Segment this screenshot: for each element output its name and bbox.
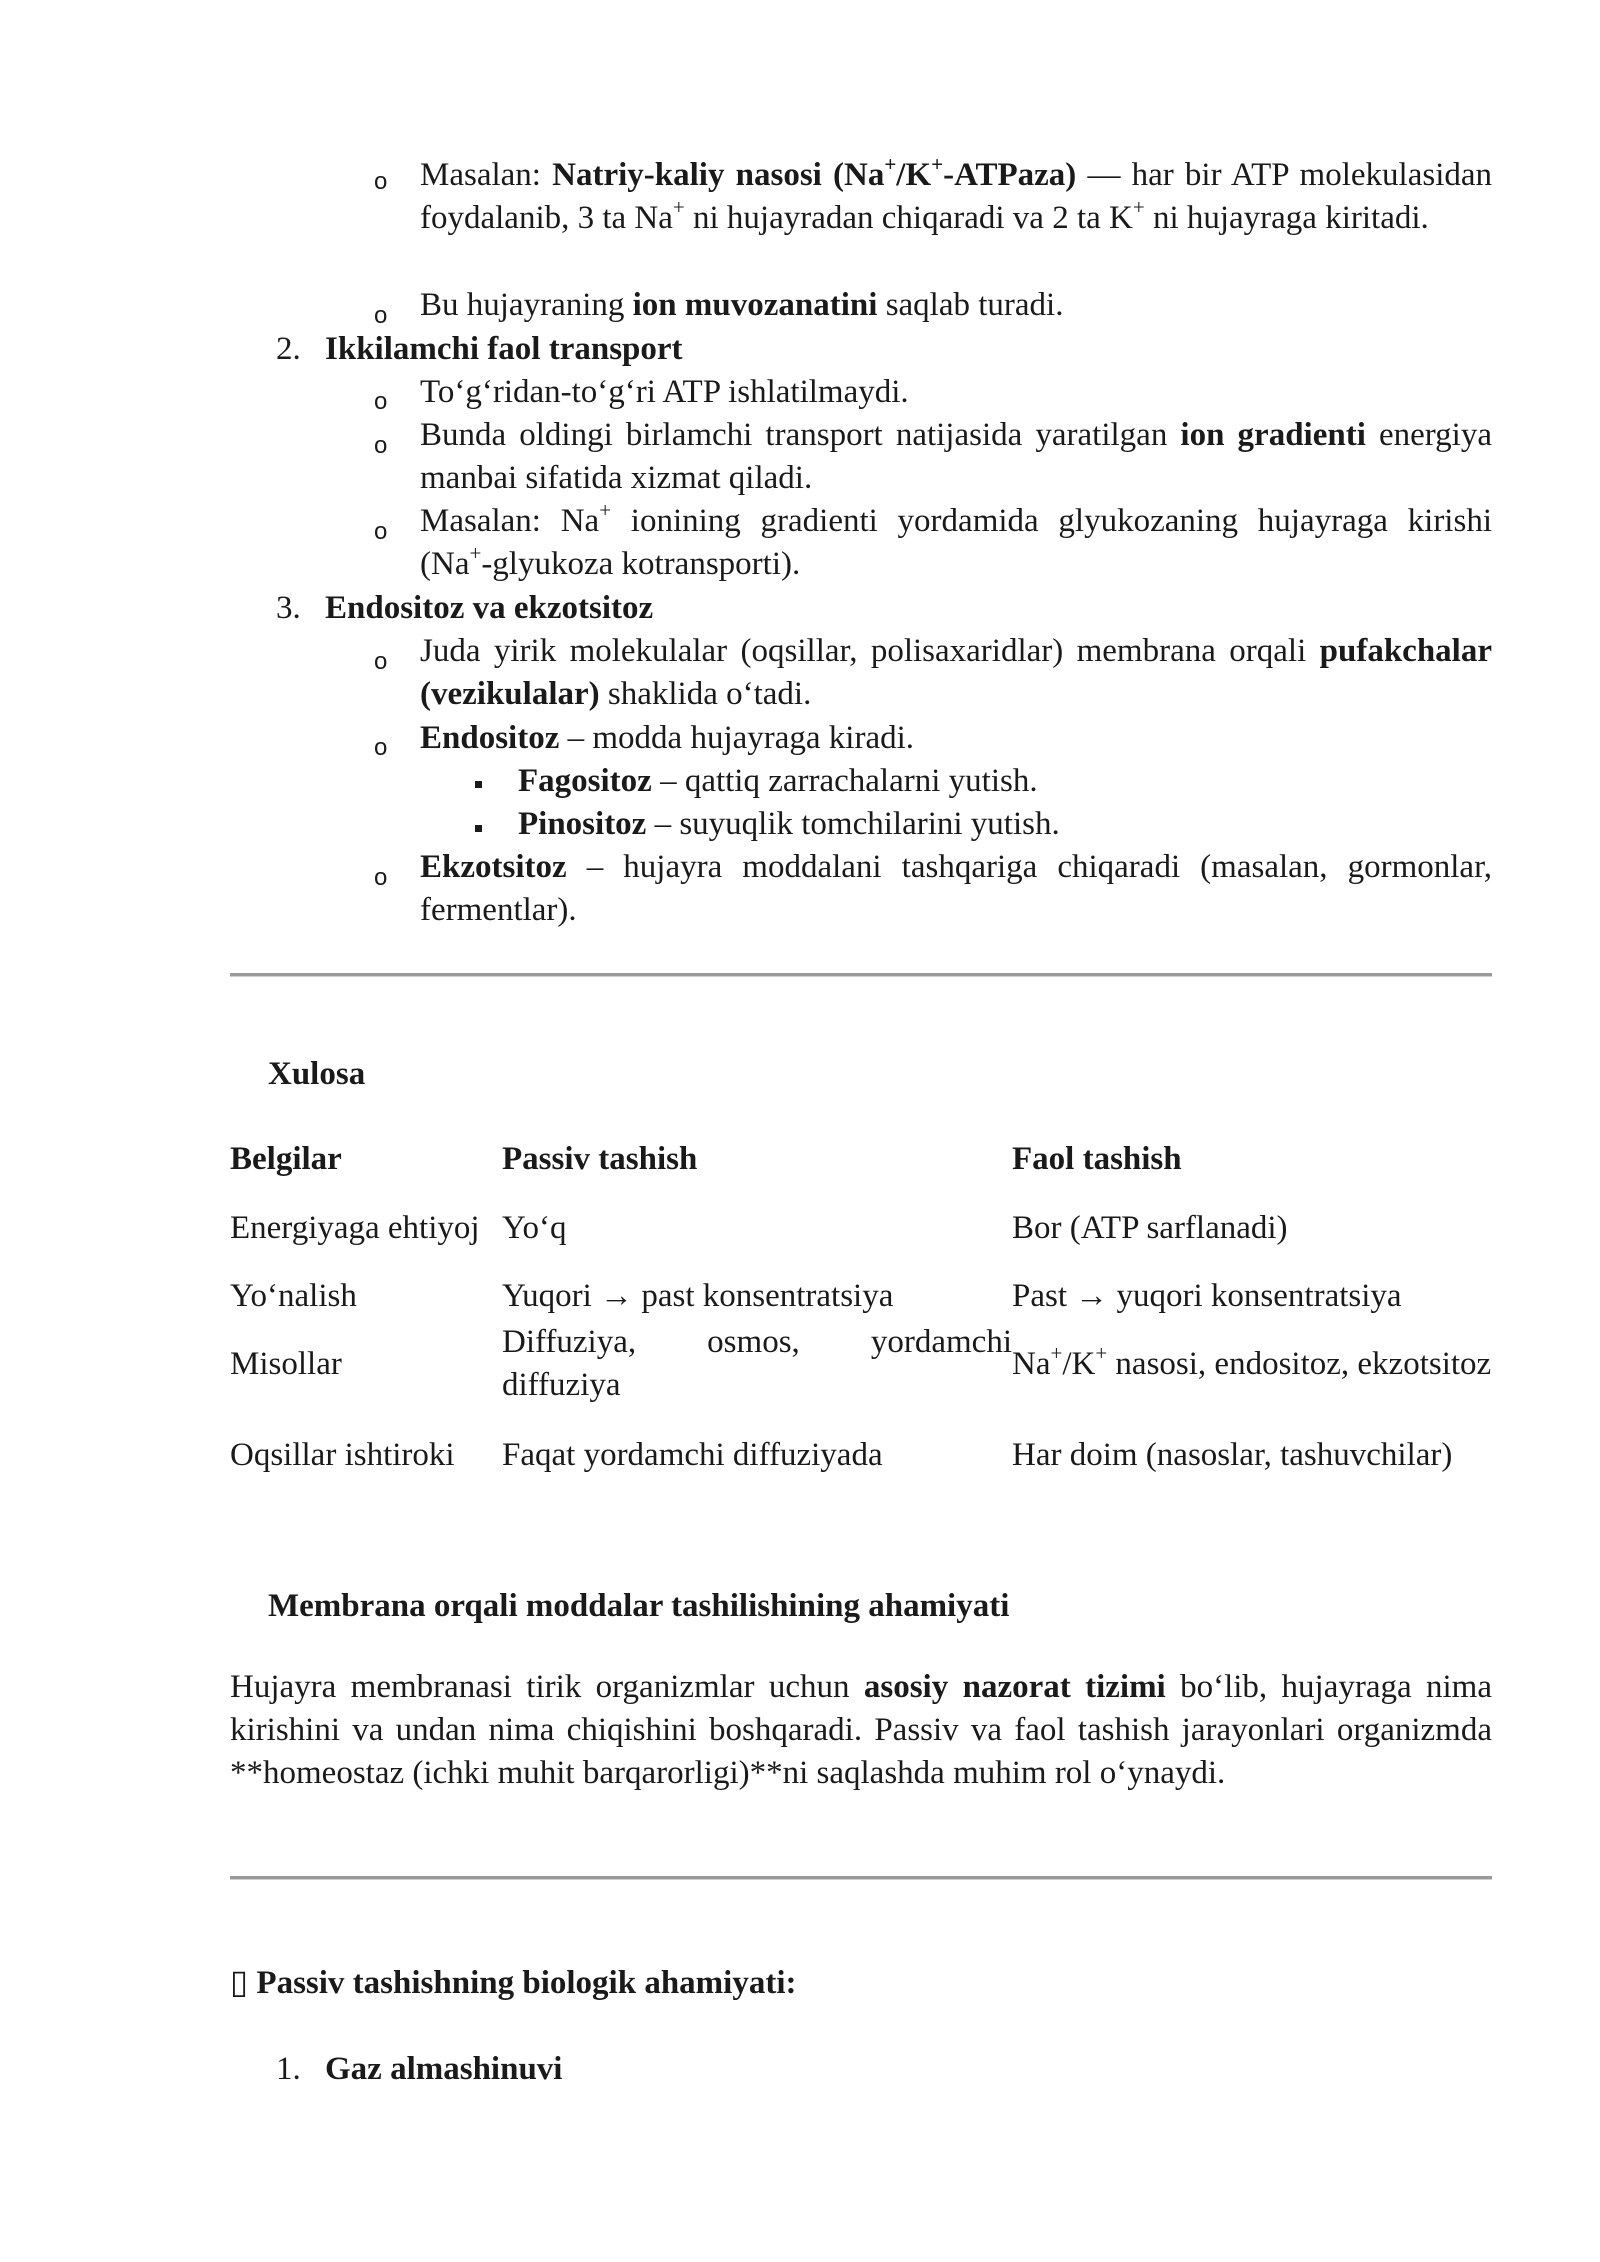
table-cell: Faqat yordamchi diffuziyada (502, 1436, 883, 1473)
item-title-endositoz-ekzotsitoz: Endositoz va ekzotsitoz (325, 590, 654, 626)
table-cell: Na+/K+ nasosi, endositoz, ekzotsitoz (1012, 1340, 1492, 1382)
bullet-o: o (374, 302, 388, 329)
table-cell: Yo‘nalish (230, 1277, 357, 1314)
table-cell: Misollar (230, 1345, 342, 1382)
table-row (230, 1319, 1492, 1409)
table-header-cell: Passiv tashish (502, 1140, 698, 1177)
list-item-gradient: Bunda oldingi birlamchi transport natijasida yaratilgan ion gradienti energiya manbai sifatida xizmat qiladi. (420, 417, 1492, 496)
list-item-ion-muvozanat: Bu hujayraning ion muvozanatini saqlab turadi. (420, 287, 1064, 323)
heading-xulosa: Xulosa (268, 1056, 366, 1092)
list-number: 3. (276, 590, 301, 626)
bullet-o: o (374, 734, 388, 761)
list-item-yirik-molekulalar: Juda yirik molekulalar (oqsillar, polisaxaridlar) membrana orqali pufakchalar (vezikulalar) shaklida o‘tadi. (420, 633, 1492, 712)
summary-table (230, 1135, 1492, 1501)
missing-glyph-icon: ▯ (230, 1965, 249, 2001)
table-cell: Bor (ATP sarflanadi) (1012, 1209, 1288, 1246)
heading-membrana-ahamiyati: Membrana orqali moddalar tashilishining ahamiyati (268, 1588, 1010, 1624)
heading-passiv-tashish: ▯ Passiv tashishning biologik ahamiyati: (230, 1965, 797, 2001)
table-row (230, 1183, 1492, 1273)
horizontal-rule (230, 1876, 1492, 1880)
list-item-atp: To‘g‘ridan-to‘g‘ri ATP ishlatilmaydi. (420, 374, 909, 410)
bullet-o: o (374, 864, 388, 891)
table-cell: Har doim (nasoslar, tashuvchilar) (1012, 1436, 1453, 1473)
table-row (230, 1273, 1492, 1319)
list-number: 2. (276, 331, 301, 367)
item-title-ikkilamchi: Ikkilamchi faol transport (325, 331, 683, 367)
list-item-fagositoz: Fagositoz – qattiq zarrachalarni yutish. (518, 763, 1038, 799)
list-item-endositoz: Endositoz – modda hujayraga kiradi. (420, 720, 915, 756)
bullet-o: o (374, 168, 388, 195)
table-cell: Yo‘q (502, 1209, 567, 1246)
list-item-ekzotsitoz: Ekzotsitoz – hujayra moddalani tashqariga chiqaradi (masalan, gormonlar, fermentlar). (420, 849, 1492, 928)
table-row (230, 1409, 1492, 1501)
paragraph-ahamiyati: Hujayra membranasi tirik organizmlar uchun asosiy nazorat tizimi bo‘lib, hujayraga nima kirishini va undan nima chiqishini boshqaradi. Passiv va faol tashish jarayonlari organizmda **homeostaz (ichki muhit barqarorligi)**ni saqlashda muhim rol o‘ynaydi. (230, 1669, 1492, 1791)
table-header-cell: Belgilar (230, 1140, 342, 1177)
table-cell: Past → yuqori konsentratsiya (1012, 1277, 1402, 1314)
list-number: 1. (276, 2051, 301, 2087)
table-header-cell: Faol tashish (1012, 1140, 1182, 1177)
bullet-o: o (374, 388, 388, 415)
horizontal-rule (230, 973, 1492, 977)
bullet-square (475, 825, 482, 832)
bullet-square (475, 781, 482, 788)
list-item-pinositoz: Pinositoz – suyuqlik tomchilarini yutish. (518, 806, 1060, 842)
item-title-gaz-almashinuvi: Gaz almashinuvi (325, 2051, 563, 2087)
bullet-o: o (374, 518, 388, 545)
table-cell: Yuqori → past konsentratsiya (502, 1277, 894, 1314)
bullet-o: o (374, 432, 388, 459)
table-cell: Oqsillar ishtiroki (230, 1436, 455, 1473)
list-item-nasos: Masalan: Natriy-kaliy nasosi (Na+/K+-ATPaza) — har bir ATP molekulasidan foydalanib, 3 ta Na+ ni hujayradan chiqaradi va 2 ta K+ ni hujayraga kiritadi. (420, 152, 1493, 236)
table-cell: Energiyaga ehtiyoj (230, 1209, 480, 1246)
table-header-row (230, 1135, 1492, 1183)
table-cell: Diffuziya, osmos, yordamchi diffuziya (502, 1324, 1012, 1403)
bullet-o: o (374, 648, 388, 675)
list-item-glyukoza: Masalan: Na+ ionining gradienti yordamida glyukozaning hujayraga kirishi (Na+-glyukoza kotransporti). (420, 498, 1492, 582)
